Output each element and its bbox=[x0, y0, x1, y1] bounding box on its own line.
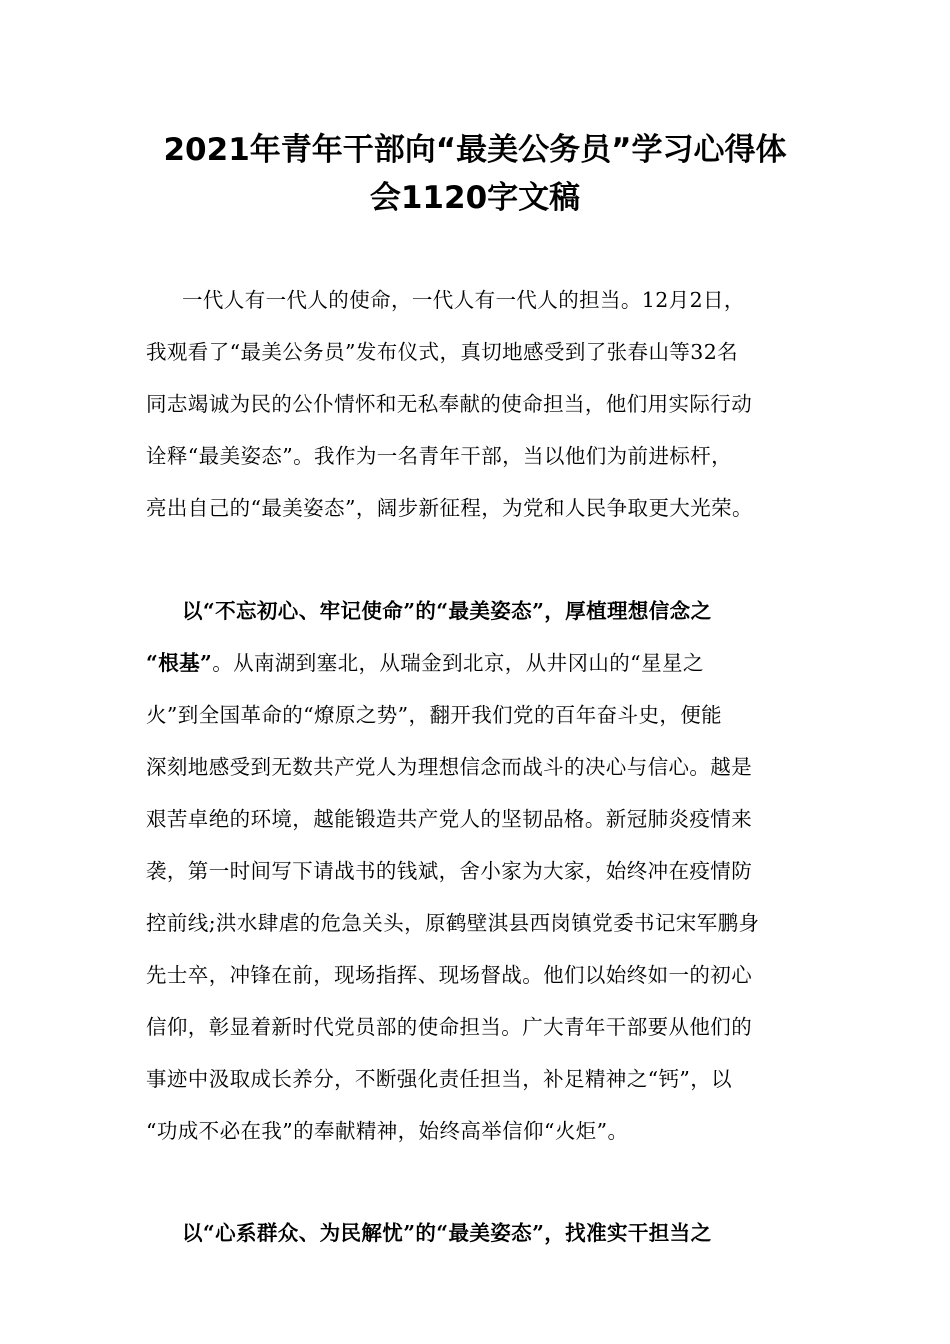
text-line: 我观看了“最美公务员”发布仪式，真切地感受到了张春山等32名 bbox=[146, 340, 739, 364]
document-title bbox=[120, 126, 830, 222]
text-line: “功成不必在我”的奉献精神，始终高举信仰“火炬”。 bbox=[146, 1119, 629, 1143]
section-heading-end: “根基” bbox=[146, 651, 213, 675]
text-line: 信仰，彰显着新时代党员部的使命担当。广大青年干部要从他们的 bbox=[146, 1015, 753, 1039]
title-line-1: 2021年青年干部向“最美公务员”学习心得体 bbox=[163, 132, 787, 168]
text-line: 先士卒，冲锋在前，现场指挥、现场督战。他们以始终如一的初心 bbox=[146, 963, 753, 987]
text-line: 亮出自己的“最美姿态”，阔步新征程，为党和人民争取更大光荣。 bbox=[146, 496, 753, 520]
text-line: 深刻地感受到无数共产党人为理想信念而战斗的决心与信心。越是 bbox=[146, 755, 753, 779]
section-heading: 以“心系群众、为民解忧”的“最美姿态”，找准实干担当之 bbox=[182, 1221, 712, 1245]
text-line: 同志竭诚为民的公仆情怀和无私奉献的使命担当，他们用实际行动 bbox=[146, 392, 753, 416]
text-line: 艰苦卓绝的环境，越能锻造共产党人的坚韧品格。新冠肺炎疫情来 bbox=[146, 807, 753, 831]
text-line: 火”到全国革命的“燎原之势”，翻开我们党的百年奋斗史，便能 bbox=[146, 703, 723, 727]
text-line: 事迹中汲取成长养分，不断强化责任担当，补足精神之“钙”，以 bbox=[146, 1067, 733, 1091]
text-line bbox=[146, 649, 806, 677]
text-line: 一代人有一代人的使命，一代人有一代人的担当。12月2日， bbox=[182, 288, 745, 312]
text-line: 袭，第一时间写下请战书的钱斌，舍小家为大家，始终冲在疫情防 bbox=[146, 859, 753, 883]
text-segment: 。从南湖到塞北，从瑞金到北京，从井冈山的“星星之 bbox=[212, 651, 704, 675]
text-line: 诠释“最美姿态”。我作为一名青年干部，当以他们为前进标杆， bbox=[146, 444, 733, 468]
title-line-2: 会1120字文稿 bbox=[369, 180, 581, 216]
text-line: 控前线;洪水肆虐的危急关头，原鹤壁淇县西岗镇党委书记宋军鹏身 bbox=[146, 911, 760, 935]
section-heading: 以“不忘初心、牢记使命”的“最美姿态”，厚植理想信念之 bbox=[182, 599, 712, 623]
